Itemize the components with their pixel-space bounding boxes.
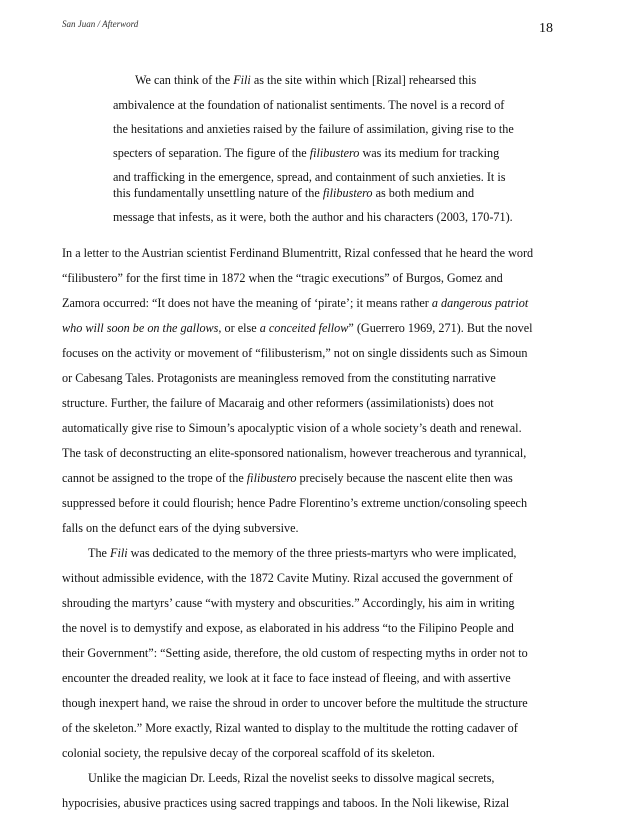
- text-line: focuses on the activity or movement of “filibusterism,” not on single dissidents such as Simoun: [62, 346, 528, 360]
- text-line: without admissible evidence, with the 1872 Cavite Mutiny. Rizal accused the government of: [62, 571, 513, 585]
- quote-line: We can think of the Fili as the site within which [Rizal] rehearsed this: [135, 73, 477, 87]
- text-line: structure. Further, the failure of Macaraig and other reformers (assimilationists) does not: [62, 396, 494, 410]
- text-line: In a letter to the Austrian scientist Ferdinand Blumentritt, Rizal confessed that he heard the word: [62, 246, 534, 260]
- text-line: shrouding the martyrs’ cause “with mystery and obscurities.” Accordingly, his aim in writing: [62, 596, 515, 610]
- quote-line: the hesitations and anxieties raised by the failure of assimilation, giving rise to the: [113, 122, 514, 136]
- quote-line: this fundamentally unsettling nature of the filibustero as both medium and: [113, 186, 475, 200]
- text-line: suppressed before it could flourish; hence Padre Florentino’s extreme unction/consoling speech: [62, 496, 528, 510]
- quote-line: ambivalence at the foundation of nationalist sentiments. The novel is a record of: [113, 98, 505, 112]
- quote-line: specters of separation. The figure of the filibustero was its medium for tracking: [113, 146, 500, 160]
- text-line: or Cabesang Tales. Protagonists are meaningless removed from the constituting narrative: [62, 371, 496, 385]
- text-line: the novel is to demystify and expose, as elaborated in his address “to the Filipino People and: [62, 621, 514, 635]
- text-line: automatically give rise to Simoun’s apocalyptic vision of a whole society’s death and renewal.: [62, 421, 522, 435]
- text-line: encounter the dreaded reality, we look at it face to face instead of fleeing, and with assertive: [62, 671, 511, 685]
- quote-line: message that infests, as it were, both the author and his characters (2003, 170-71).: [113, 210, 513, 224]
- text-line: falls on the defunct ears of the dying subversive.: [62, 521, 299, 535]
- text-line: cannot be assigned to the trope of the filibustero precisely because the nascent elite then was: [62, 471, 513, 485]
- text-line: hypocrisies, abusive practices using sacred trappings and taboos. In the Noli likewise, Rizal: [62, 796, 510, 810]
- page-number: 18: [539, 21, 553, 36]
- text-line: colonial society, the repulsive decay of the corporeal scaffold of its skeleton.: [62, 746, 435, 760]
- text-line: The task of deconstructing an elite-sponsored nationalism, however treacherous and tyrannical,: [62, 446, 527, 460]
- running-head: San Juan / Afterword: [62, 19, 139, 29]
- text-line: though inexpert hand, we raise the shroud in order to uncover before the multitude the structure: [62, 696, 528, 710]
- text-line: who will soon be on the gallows, or else a conceited fellow” (Guerrero 1969, 271). But the novel: [62, 321, 533, 335]
- quote-line: and trafficking in the emergence, spread, and containment of such anxieties. It is: [113, 170, 506, 184]
- text-line: The Fili was dedicated to the memory of the three priests-martyrs who were implicated,: [88, 546, 517, 560]
- text-line: their Government”: “Setting aside, therefore, the old custom of respecting myths in order not to: [62, 646, 528, 660]
- text-line: of the skeleton.” More exactly, Rizal wanted to display to the multitude the rotting cadaver of: [62, 721, 518, 735]
- text-line: “filibustero” for the first time in 1872 when the “tragic executions” of Burgos, Gomez and: [62, 271, 503, 285]
- text-line: Zamora occurred: “It does not have the meaning of ‘pirate’; it means rather a dangerous patriot: [62, 296, 529, 310]
- text-line: Unlike the magician Dr. Leeds, Rizal the novelist seeks to dissolve magical secrets,: [88, 771, 495, 785]
